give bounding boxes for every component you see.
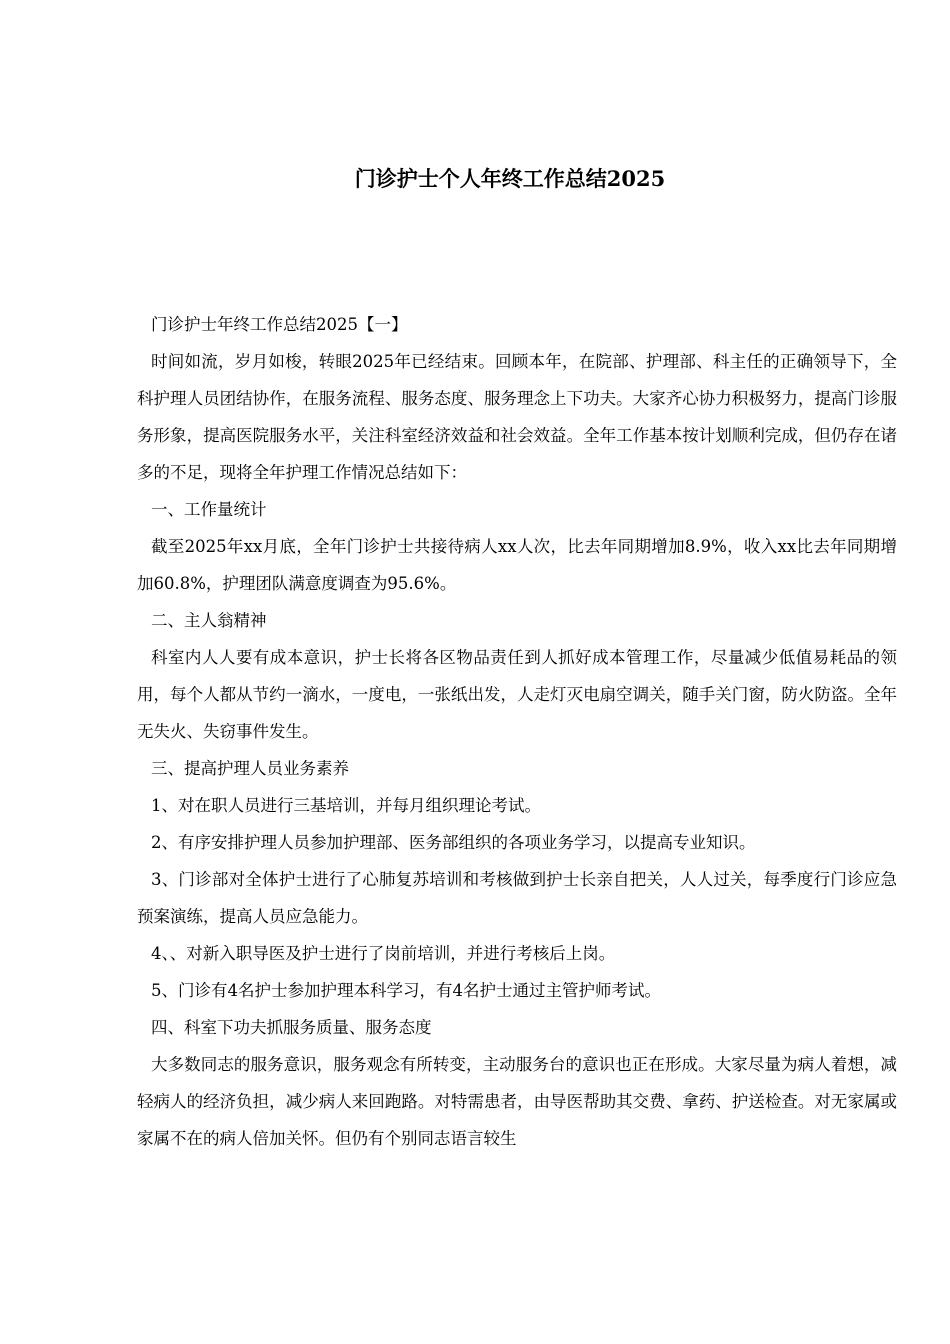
section-heading-part-one: 门诊护士年终工作总结2025【一】 — [151, 315, 408, 334]
paragraph-intro: 时间如流，岁月如梭，转眼2025年已经结束。回顾本年，在院部、护理部、科主任的正确领导下，全科护理人员团结协作，在服务流程、服务态度、服务理念上下功夫。大家齐心协力积极努力，提高门诊服务形象，提高医院服务水平，关注科室经济效益和社会效益。全年工作基本按计划顺利完成，但仍存在诸多的不足，现将全年护理工作情况总结如下： — [137, 352, 897, 482]
section-heading-service: 四、科室下功夫抓服务质量、服务态度 — [151, 1018, 432, 1037]
list-item-training-3: 3、门诊部对全体护士进行了心肺复苏培训和考核做到护士长亲自把关，人人过关，每季度行门诊应急预案演练，提高人员应急能力。 — [137, 870, 897, 926]
section-heading-training: 三、提高护理人员业务素养 — [151, 759, 349, 778]
section-heading-ownership: 二、主人翁精神 — [151, 611, 267, 630]
paragraph-workload: 截至2025年xx月底，全年门诊护士共接待病人xx人次，比去年同期增加8.9%，收入xx比去年同期增加60.8%，护理团队满意度调查为95.6%。 — [137, 537, 897, 593]
section-heading-workload: 一、工作量统计 — [151, 500, 267, 519]
list-item-training-5: 5、门诊有4名护士参加护理本科学习，有4名护士通过主管护师考试。 — [151, 981, 661, 1000]
paragraph-service: 大多数同志的服务意识，服务观念有所转变，主动服务台的意识也正在形成。大家尽量为病人着想，减轻病人的经济负担，减少病人来回跑路。对特需患者，由导医帮助其交费、拿药、护送检查。对无家属或家属不在的病人倍加关怀。但仍有个别同志语言较生 — [137, 1055, 897, 1148]
list-item-training-1: 1、对在职人员进行三基培训，并每月组织理论考试。 — [151, 796, 541, 815]
paragraph-ownership: 科室内人人要有成本意识，护士长将各区物品责任到人抓好成本管理工作，尽量减少低值易耗品的领用，每个人都从节约一滴水，一度电，一张纸出发，人走灯灭电扇空调关，随手关门窗，防火防盗。全年无失火、失窃事件发生。 — [137, 648, 897, 741]
list-item-training-2: 2、有序安排护理人员参加护理部、医务部组织的各项业务学习，以提高专业知识。 — [151, 833, 756, 852]
list-item-training-4: 4、、对新入职导医及护士进行了岗前培训，并进行考核后上岗。 — [151, 944, 616, 963]
document-body — [137, 306, 897, 1157]
document-title: 门诊护士个人年终工作总结2025 — [354, 166, 666, 191]
